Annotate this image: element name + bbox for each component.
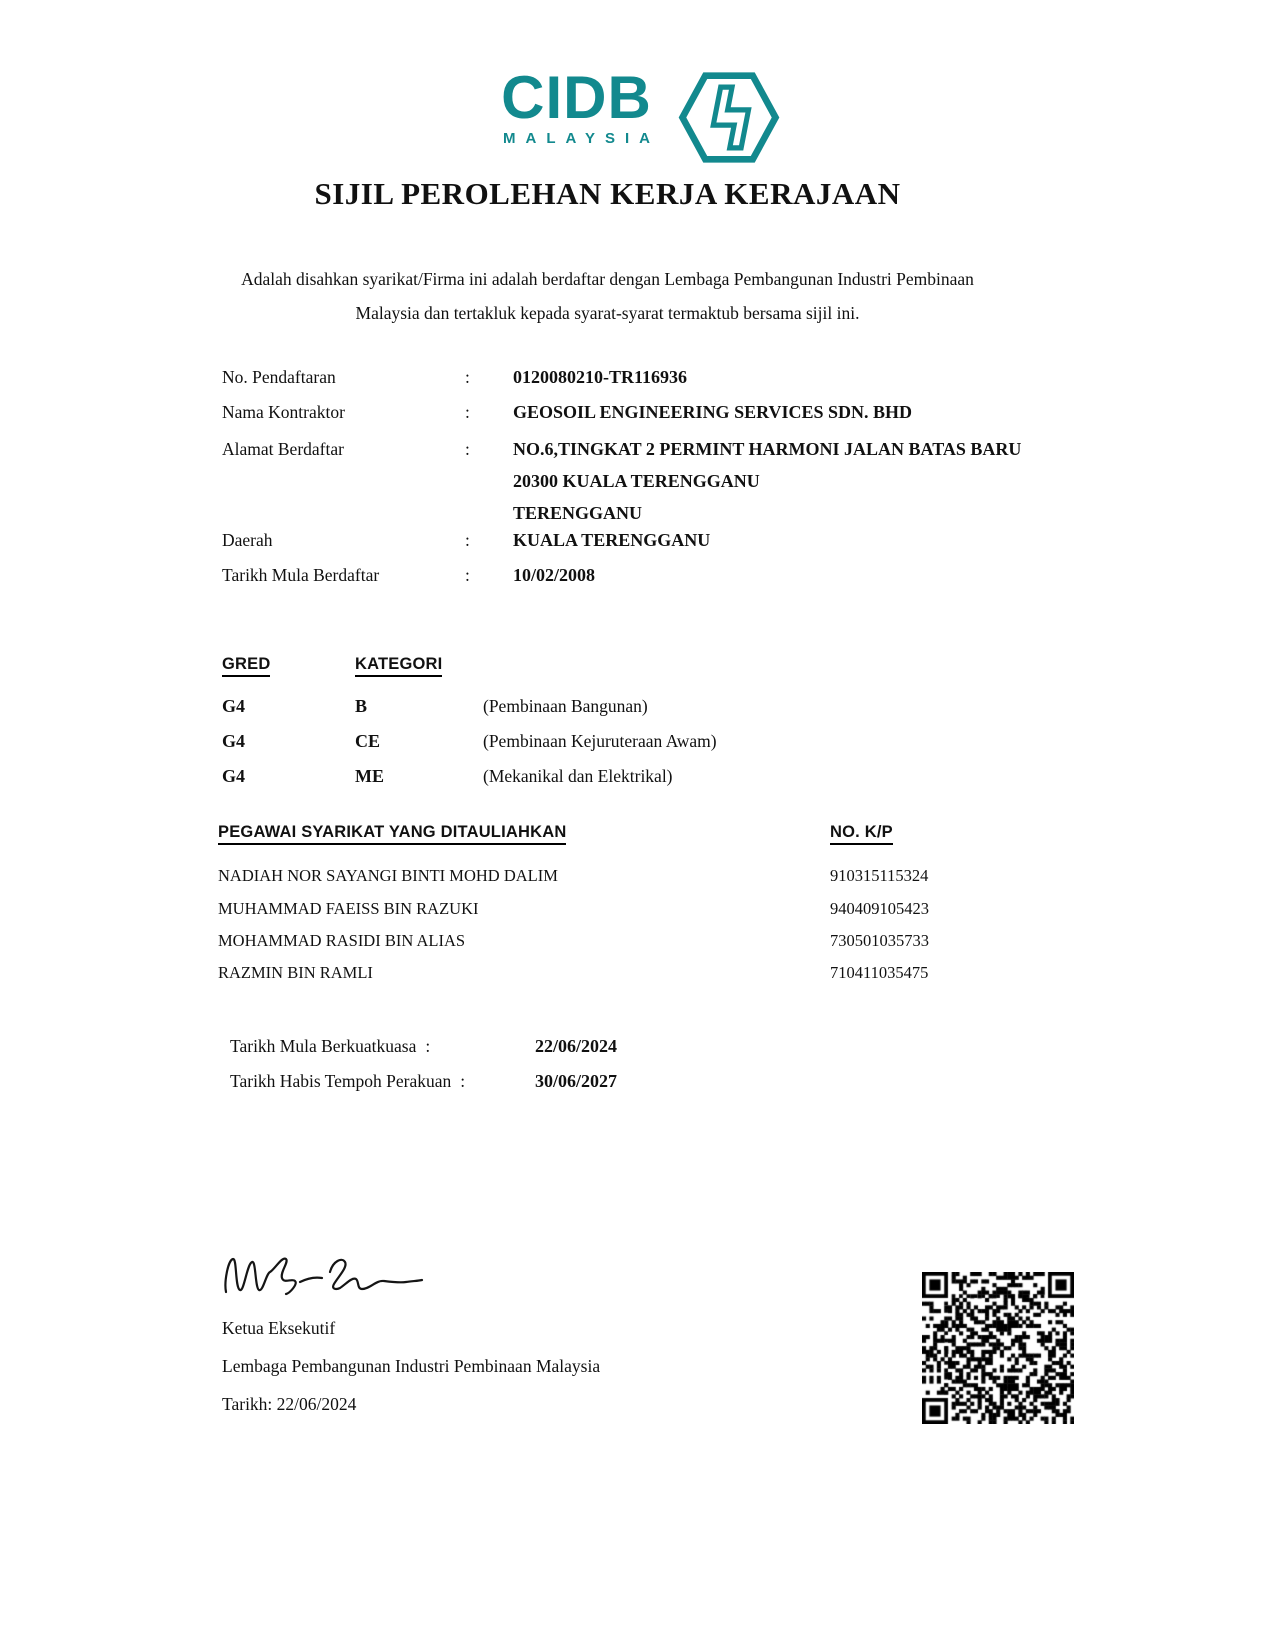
cidb-hexagon-icon xyxy=(676,70,782,165)
officer-name: NADIAH NOR SAYANGI BINTI MOHD DALIM xyxy=(218,866,558,885)
detail-label: Alamat Berdaftar xyxy=(222,439,344,459)
detail-label: No. Pendaftaran xyxy=(222,367,336,387)
officers-header-ic: NO. K/P xyxy=(830,823,893,845)
cidb-logo xyxy=(0,64,1275,165)
intro-line-1: Adalah disahkan syarikat/Firma ini adalah berdaftar dengan Lembaga Pembangunan Industri Pembinaan xyxy=(241,269,974,289)
detail-value: KUALA TERENGGANU xyxy=(513,530,711,550)
detail-label: Tarikh Mula Berdaftar xyxy=(222,565,380,585)
detail-value-address-line-1: NO.6,TINGKAT 2 PERMINT HARMONI JALAN BATAS BARU xyxy=(513,439,1022,459)
footer-date: Tarikh: 22/06/2024 xyxy=(222,1394,357,1414)
category-code: CE xyxy=(355,731,381,751)
detail-colon: : xyxy=(465,402,470,422)
organization-name: Lembaga Pembangunan Industri Pembinaan Malaysia xyxy=(222,1356,601,1376)
intro-line-2: Malaysia dan tertakluk kepada syarat-syarat termaktub bersama sijil ini. xyxy=(355,303,860,323)
grade-value: G4 xyxy=(222,766,246,786)
detail-row-registered-address xyxy=(0,439,1275,463)
intro-paragraph xyxy=(0,262,1215,330)
officer-name: MOHAMMAD RASIDI BIN ALIAS xyxy=(218,931,466,950)
detail-colon: : xyxy=(465,439,470,459)
officer-name: MUHAMMAD FAEISS BIN RAZUKI xyxy=(218,899,479,918)
detail-row-registration-no xyxy=(0,367,1275,391)
detail-row-registration-start-date xyxy=(0,565,1275,589)
detail-label: Daerah xyxy=(222,530,273,550)
detail-value-address-line-3: TERENGGANU xyxy=(513,503,643,523)
grade-header-kategori: KATEGORI xyxy=(355,655,442,677)
detail-colon: : xyxy=(465,530,470,550)
detail-value: 10/02/2008 xyxy=(513,565,596,585)
detail-value-address-line-2: 20300 KUALA TERENGGANU xyxy=(513,471,760,491)
category-description: (Pembinaan Kejuruteraan Awam) xyxy=(483,731,717,751)
signature xyxy=(218,1246,430,1304)
validity-label: Tarikh Mula Berkuatkuasa : xyxy=(230,1036,431,1056)
cidb-brand-text: CIDB xyxy=(501,64,652,131)
grade-value: G4 xyxy=(222,731,246,751)
grade-value: G4 xyxy=(222,696,246,716)
category-code: ME xyxy=(355,766,384,786)
category-description: (Pembinaan Bangunan) xyxy=(483,696,648,716)
detail-row-district xyxy=(0,530,1275,554)
detail-row-contractor-name xyxy=(0,402,1275,426)
validity-value: 30/06/2027 xyxy=(535,1071,618,1091)
validity-value: 22/06/2024 xyxy=(535,1036,618,1056)
officer-ic-number: 940409105423 xyxy=(830,899,929,918)
certificate-title: SIJIL PEROLEHAN KERJA KERAJAAN xyxy=(314,176,901,211)
detail-row-registered-address-cont xyxy=(0,471,1275,495)
signatory-title: Ketua Eksekutif xyxy=(222,1318,336,1338)
detail-label: Nama Kontraktor xyxy=(222,402,345,422)
qr-code xyxy=(922,1272,1074,1424)
category-code: B xyxy=(355,696,368,716)
cidb-country-text: MALAYSIA xyxy=(503,130,660,147)
detail-row-registered-address-cont xyxy=(0,503,1275,527)
category-description: (Mekanikal dan Elektrikal) xyxy=(483,766,673,786)
detail-value: GEOSOIL ENGINEERING SERVICES SDN. BHD xyxy=(513,402,912,422)
grade-header-gred: GRED xyxy=(222,655,270,677)
detail-colon: : xyxy=(465,367,470,387)
officer-ic-number: 710411035475 xyxy=(830,963,929,982)
officers-header-name: PEGAWAI SYARIKAT YANG DITAULIAHKAN xyxy=(218,823,566,845)
cidb-logo-text xyxy=(493,64,660,147)
detail-value: 0120080210-TR116936 xyxy=(513,367,688,387)
officer-ic-number: 730501035733 xyxy=(830,931,929,950)
officer-ic-number: 910315115324 xyxy=(830,866,929,885)
officer-name: RAZMIN BIN RAMLI xyxy=(218,963,373,982)
detail-colon: : xyxy=(465,565,470,585)
validity-label: Tarikh Habis Tempoh Perakuan : xyxy=(230,1071,466,1091)
